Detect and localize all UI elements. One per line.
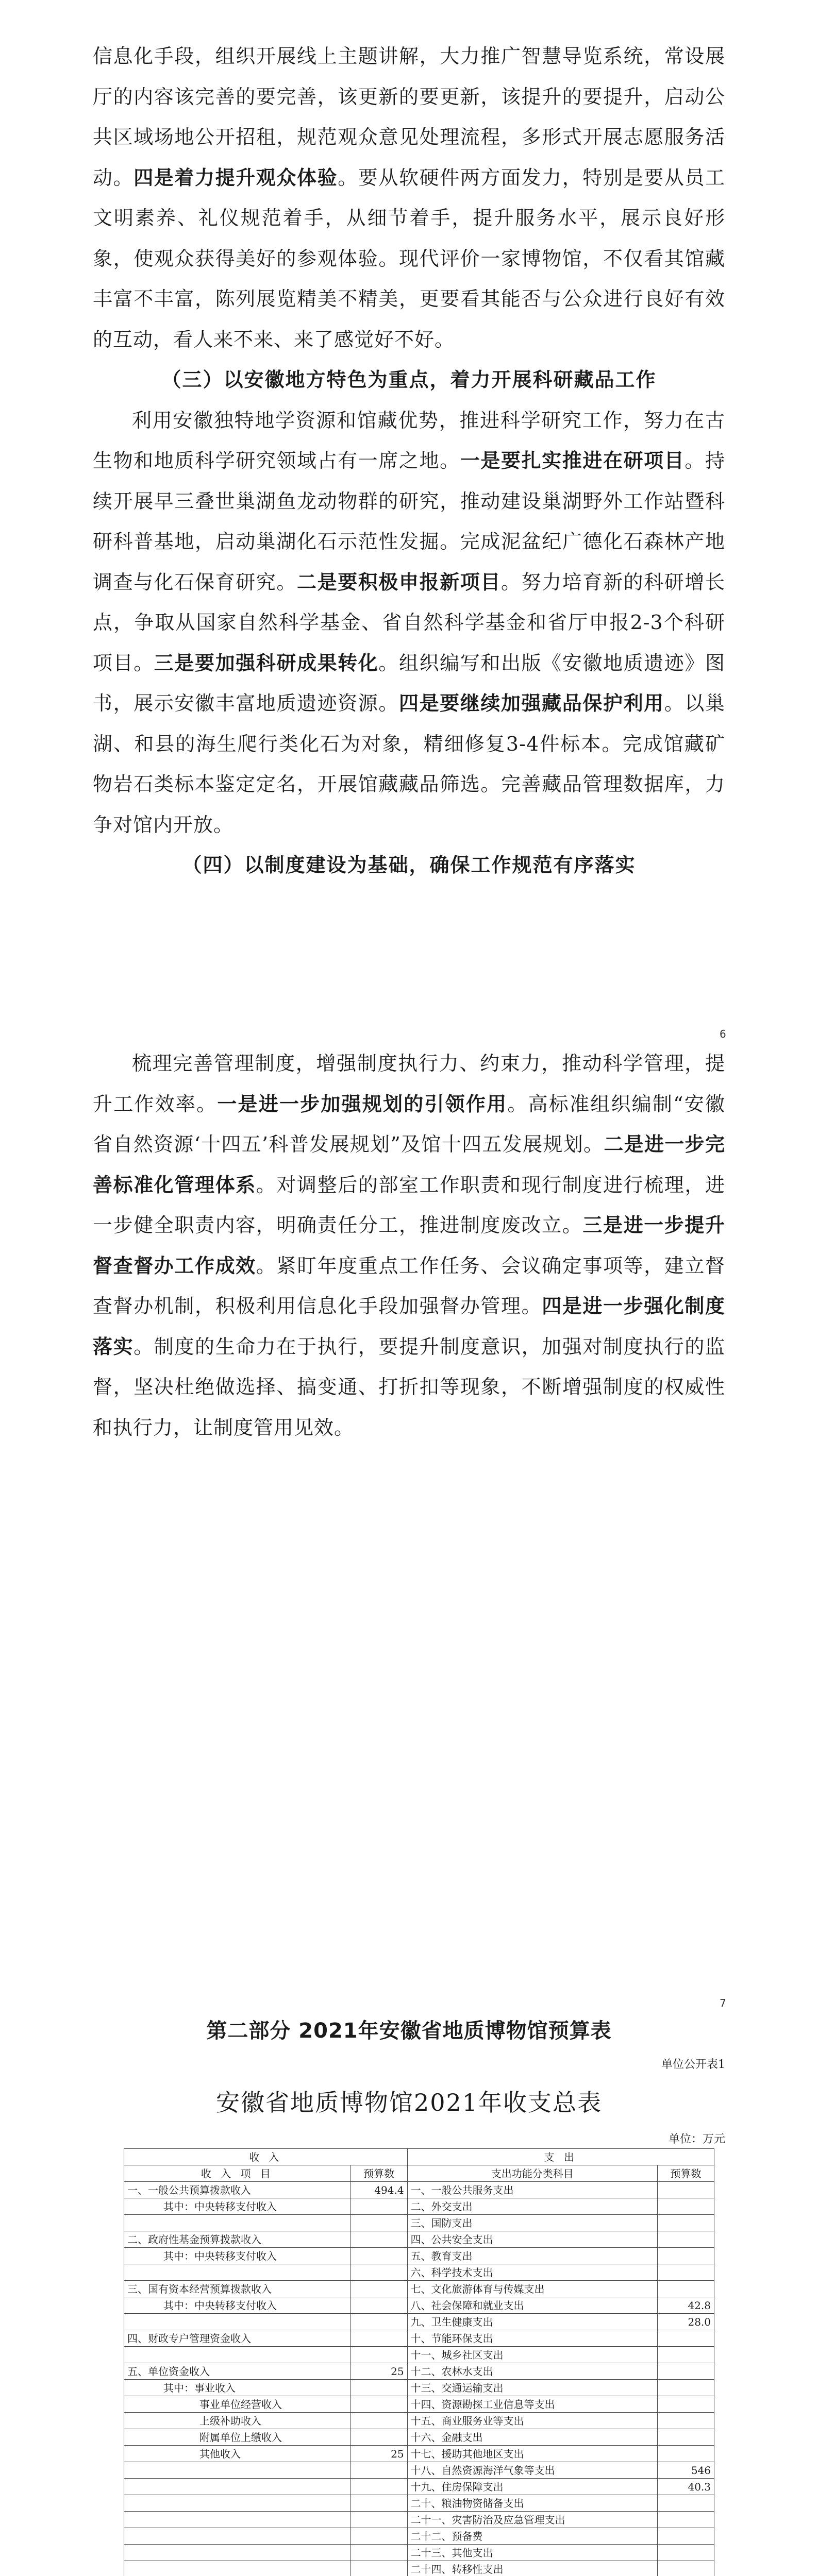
key-point: 二是要积极申报新项目 bbox=[297, 570, 501, 594]
income-item-cell: 其中：中央转移支付收入 bbox=[124, 2297, 351, 2314]
table-row bbox=[124, 2380, 714, 2396]
income-item-cell: 三、国有资本经营预算拨款收入 bbox=[124, 2281, 351, 2297]
expense-item-cell: 八、社会保障和就业支出 bbox=[407, 2297, 658, 2314]
expense-amount-cell bbox=[658, 2198, 714, 2215]
expense-item-cell: 十九、住房保障支出 bbox=[407, 2479, 658, 2495]
expense-item-cell: 七、文化旅游体育与传媒支出 bbox=[407, 2281, 658, 2297]
income-amount-cell: 494.4 bbox=[350, 2182, 407, 2198]
section-heading-3: （三）以安徽地方特色为重点，着力开展科研藏品工作 bbox=[161, 368, 657, 391]
expense-amount-cell bbox=[658, 2231, 714, 2248]
expense-item-cell: 十三、交通运输支出 bbox=[407, 2380, 658, 2396]
expense-item-cell: 三、国防支出 bbox=[407, 2215, 658, 2231]
income-amount-cell bbox=[350, 2528, 407, 2545]
page-6-body bbox=[93, 36, 725, 886]
key-point: 四是进一步强化制度落实 bbox=[93, 1294, 725, 1358]
expense-item-header: 支出功能分类科目 bbox=[407, 2165, 658, 2182]
expense-item-cell: 九、卫生健康支出 bbox=[407, 2314, 658, 2330]
expense-amount-cell bbox=[658, 2446, 714, 2462]
key-point: 二是进一步完善标准化管理体系 bbox=[93, 1132, 725, 1196]
income-item-cell bbox=[124, 2512, 351, 2528]
income-item-cell bbox=[124, 2264, 351, 2281]
table-row bbox=[124, 2462, 714, 2479]
income-amount-cell bbox=[350, 2396, 407, 2413]
income-amount-cell bbox=[350, 2561, 407, 2576]
income-amount-cell bbox=[350, 2297, 407, 2314]
table-title: 安徽省地质博物馆2021年收支总表 bbox=[215, 2089, 603, 2116]
income-item-cell: 事业单位经营收入 bbox=[124, 2396, 351, 2413]
expense-item-cell: 十七、援助其他地区支出 bbox=[407, 2446, 658, 2462]
income-group-header: 收 入 bbox=[124, 2149, 408, 2165]
income-item-cell: 其他收入 bbox=[124, 2446, 351, 2462]
income-item-cell bbox=[124, 2495, 351, 2512]
income-amount-cell bbox=[350, 2215, 407, 2231]
expense-item-cell: 二十三、其他支出 bbox=[407, 2545, 658, 2561]
expense-amount-cell bbox=[658, 2264, 714, 2281]
expense-item-cell: 十五、商业服务业等支出 bbox=[407, 2413, 658, 2429]
income-amount-cell bbox=[350, 2347, 407, 2363]
expense-item-cell: 六、科学技术支出 bbox=[407, 2264, 658, 2281]
paragraph-research: 利用安徽独特地学资源和馆藏优势，推进科学研究工作，努力在古生物和地质科学研究领域占有一席之地。一是要扎实推进在研项目。持续开展早三叠世巢湖鱼龙动物群的研究，推动建设巢湖野外工作站暨科研科普基地，启动巢湖化石示范性发掘。完成泥盆纪广德化石森林产地调查与化石保育研究。二是要积极申报新项目。努力培育新的科研增长点，争取从国家自然科学基金、省自然科学基金和省厅申报2-3个科研项目。三是要加强科研成果转化。组织编写和出版《安徽地质遗迹》图书，展示安徽丰富地质遗迹资源。四是要继续加强藏品保护利用。以巢湖、和县的海生爬行类化石为对象，精细修复3-4件标本。完成馆藏矿物岩石类标本鉴定定名，开展馆藏藏品筛选。完善藏品管理数据库，力争对馆内开放。 bbox=[93, 409, 725, 836]
income-item-cell bbox=[124, 2347, 351, 2363]
key-point: 三是要加强科研成果转化 bbox=[154, 651, 379, 674]
expense-item-cell: 二、外交支出 bbox=[407, 2198, 658, 2215]
income-item-cell: 四、财政专户管理资金收入 bbox=[124, 2330, 351, 2347]
part-title: 第二部分 2021年安徽省地质博物馆预算表 bbox=[206, 2019, 612, 2043]
expense-item-cell: 二十二、预备费 bbox=[407, 2528, 658, 2545]
table-header bbox=[124, 2149, 714, 2182]
expense-amount-cell: 546 bbox=[658, 2462, 714, 2479]
table-row bbox=[124, 2413, 714, 2429]
expense-item-cell: 十八、自然资源海洋气象等支出 bbox=[407, 2462, 658, 2479]
income-amount-cell bbox=[350, 2479, 407, 2495]
expense-amount-cell bbox=[658, 2363, 714, 2380]
key-point: 三是进一步提升督查督办工作成效 bbox=[93, 1213, 725, 1277]
expense-amount-cell bbox=[658, 2413, 714, 2429]
expense-item-cell: 十一、城乡社区支出 bbox=[407, 2347, 658, 2363]
income-item-cell bbox=[124, 2462, 351, 2479]
table-row bbox=[124, 2495, 714, 2512]
income-item-cell: 五、单位资金收入 bbox=[124, 2363, 351, 2380]
income-amount-cell bbox=[350, 2545, 407, 2561]
income-item-cell bbox=[124, 2545, 351, 2561]
income-amount-cell bbox=[350, 2462, 407, 2479]
key-point: 四是着力提升观众体验 bbox=[133, 165, 338, 189]
expense-item-cell: 十四、资源勘探工业信息等支出 bbox=[407, 2396, 658, 2413]
paragraph-management: 梳理完善管理制度，增强制度执行力、约束力，推动科学管理，提升工作效率。一是进一步加强规划的引领作用。高标准组织编制“安徽省自然资源‘十四五’科普发展规划”及馆十四五发展规划。二是进一步完善标准化管理体系。对调整后的部室工作职责和现行制度进行梳理，进一步健全职责内容，明确责任分工，推进制度废改立。三是进一步提升督查督办工作成效。紧盯年度重点工作任务、会议确定事项等，建立督查督办机制，积极利用信息化手段加强督办管理。四是进一步强化制度落实。制度的生命力在于执行，要提升制度意识，加强对制度执行的监督，坚决杜绝做选择、搞变通、打折扣等现象，不断增强制度的权威性和执行力，让制度管用见效。 bbox=[93, 1052, 725, 1439]
expense-amount-cell bbox=[658, 2545, 714, 2561]
expense-amount-header: 预算数 bbox=[658, 2165, 714, 2182]
unit-label: 单位：万元 bbox=[668, 2133, 725, 2146]
income-item-cell: 其中：事业收入 bbox=[124, 2380, 351, 2396]
income-amount-cell bbox=[350, 2380, 407, 2396]
expense-amount-cell bbox=[658, 2561, 714, 2576]
expense-amount-cell: 28.0 bbox=[658, 2314, 714, 2330]
income-item-cell bbox=[124, 2314, 351, 2330]
expense-item-cell: 五、教育支出 bbox=[407, 2248, 658, 2264]
income-item-cell: 上级补助收入 bbox=[124, 2413, 351, 2429]
income-amount-cell bbox=[350, 2264, 407, 2281]
expense-item-cell: 十六、金融支出 bbox=[407, 2429, 658, 2446]
expense-group-header: 支 出 bbox=[407, 2149, 714, 2165]
income-item-header: 收 入 项 目 bbox=[124, 2165, 351, 2182]
table-row bbox=[124, 2281, 714, 2297]
table-row bbox=[124, 2429, 714, 2446]
paragraph-visitor-experience: 信息化手段，组织开展线上主题讲解，大力推广智慧导览系统，常设展厅的内容该完善的要完善，该更新的要更新，该提升的要提升，启动公共区域场地公开招租，规范观众意见处理流程，多形式开展志愿服务活动。四是着力提升观众体验。要从软硬件两方面发力，特别是要从员工文明素养、礼仪规范着手，从细节着手，提升服务水平，展示良好形象，使观众获得美好的参观体验。现代评价一家博物馆，不仅看其馆藏丰富不丰富，陈列展览精美不精美，更要看其能否与公众进行良好有效的互动，看人来不来、来了感觉好不好。 bbox=[93, 45, 725, 351]
income-item-cell: 二、政府性基金预算拨款收入 bbox=[124, 2231, 351, 2248]
income-item-cell: 其中：中央转移支付收入 bbox=[124, 2198, 351, 2215]
expense-amount-cell bbox=[658, 2281, 714, 2297]
expense-amount-cell: 40.3 bbox=[658, 2479, 714, 2495]
expense-amount-cell bbox=[658, 2380, 714, 2396]
table-row bbox=[124, 2545, 714, 2561]
income-amount-cell bbox=[350, 2429, 407, 2446]
table-row bbox=[124, 2446, 714, 2462]
key-point: 四是要继续加强藏品保护利用 bbox=[398, 691, 664, 715]
expense-item-cell: 十、节能环保支出 bbox=[407, 2330, 658, 2347]
income-amount-cell bbox=[350, 2413, 407, 2429]
income-amount-header: 预算数 bbox=[350, 2165, 407, 2182]
table-row bbox=[124, 2231, 714, 2248]
table-row bbox=[124, 2264, 714, 2281]
table-row bbox=[124, 2512, 714, 2528]
key-point: 一是进一步加强规划的引领作用 bbox=[217, 1092, 508, 1115]
income-amount-cell: 25 bbox=[350, 2446, 407, 2462]
key-point: 一是要扎实推进在研项目 bbox=[460, 449, 685, 472]
expense-amount-cell bbox=[658, 2429, 714, 2446]
expense-item-cell: 一、一般公共服务支出 bbox=[407, 2182, 658, 2198]
table-row bbox=[124, 2330, 714, 2347]
income-amount-cell bbox=[350, 2330, 407, 2347]
expense-item-cell: 四、公共安全支出 bbox=[407, 2231, 658, 2248]
expense-amount-cell bbox=[658, 2215, 714, 2231]
income-item-cell bbox=[124, 2561, 351, 2576]
table-row bbox=[124, 2561, 714, 2576]
expense-amount-cell: 42.8 bbox=[658, 2297, 714, 2314]
income-amount-cell bbox=[350, 2198, 407, 2215]
expense-amount-cell bbox=[658, 2512, 714, 2528]
income-amount-cell bbox=[350, 2495, 407, 2512]
income-item-cell: 其中：中央转移支付收入 bbox=[124, 2248, 351, 2264]
table-row bbox=[124, 2297, 714, 2314]
table-row bbox=[124, 2215, 714, 2231]
income-item-cell bbox=[124, 2479, 351, 2495]
income-amount-cell bbox=[350, 2314, 407, 2330]
page-7-body bbox=[93, 1043, 725, 1448]
expense-amount-cell bbox=[658, 2528, 714, 2545]
income-amount-cell: 25 bbox=[350, 2363, 407, 2380]
expense-item-cell: 二十四、转移性支出 bbox=[407, 2561, 658, 2576]
table-row bbox=[124, 2363, 714, 2380]
table-body bbox=[124, 2182, 714, 2576]
income-amount-cell bbox=[350, 2512, 407, 2528]
expense-amount-cell bbox=[658, 2248, 714, 2264]
table-row bbox=[124, 2479, 714, 2495]
income-item-cell bbox=[124, 2215, 351, 2231]
income-amount-cell bbox=[350, 2231, 407, 2248]
budget-summary-table bbox=[124, 2148, 714, 2576]
table-row bbox=[124, 2314, 714, 2330]
table-row bbox=[124, 2198, 714, 2215]
expense-item-cell: 二十一、灾害防治及应急管理支出 bbox=[407, 2512, 658, 2528]
income-amount-cell bbox=[350, 2248, 407, 2264]
income-item-cell: 一、一般公共预算拨款收入 bbox=[124, 2182, 351, 2198]
expense-amount-cell bbox=[658, 2396, 714, 2413]
expense-amount-cell bbox=[658, 2182, 714, 2198]
income-amount-cell bbox=[350, 2281, 407, 2297]
table-row bbox=[124, 2528, 714, 2545]
table-row bbox=[124, 2248, 714, 2264]
table-row bbox=[124, 2182, 714, 2198]
expense-item-cell: 二十、粮油物资储备支出 bbox=[407, 2495, 658, 2512]
table-row bbox=[124, 2347, 714, 2363]
page-number: 7 bbox=[720, 1997, 726, 2009]
table-code: 单位公开表1 bbox=[661, 2058, 725, 2071]
income-item-cell: 附属单位上缴收入 bbox=[124, 2429, 351, 2446]
page-number: 6 bbox=[720, 1028, 726, 1040]
expense-item-cell: 十二、农林水支出 bbox=[407, 2363, 658, 2380]
expense-amount-cell bbox=[658, 2347, 714, 2363]
expense-amount-cell bbox=[658, 2330, 714, 2347]
table-row bbox=[124, 2396, 714, 2413]
expense-amount-cell bbox=[658, 2495, 714, 2512]
income-item-cell bbox=[124, 2528, 351, 2545]
section-heading-4: （四）以制度建设为基础，确保工作规范有序落实 bbox=[182, 853, 636, 876]
